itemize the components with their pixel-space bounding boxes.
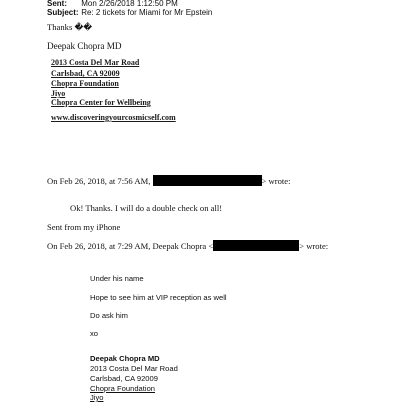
signature-org3-link[interactable]: Chopra Center for Wellbeing xyxy=(51,98,151,107)
quote2-signature-org2-link[interactable] xyxy=(90,393,104,403)
subject-value: Re: 2 tickets for Miami for Mr Epstein xyxy=(81,8,213,17)
sent-label: Sent: xyxy=(47,0,67,8)
subject-row xyxy=(47,8,212,17)
quote2-line3: Do ask him xyxy=(90,311,128,320)
quote2-line1: Under his name xyxy=(90,274,144,283)
quote2-wrote: > wrote: xyxy=(299,241,329,251)
quote2-signature-org1-text[interactable]: Chopra Foundation xyxy=(90,384,156,393)
quote1-header xyxy=(47,175,290,186)
quote2-signature-address1: 2013 Costa Del Mar Road xyxy=(90,364,178,373)
quote2-line4: xo xyxy=(90,329,99,338)
quote1-intro: On Feb 26, 2018, at 7:56 AM, xyxy=(47,176,151,186)
quote2-intro: On Feb 26, 2018, at 7:29 AM, Deepak Chopra < xyxy=(47,241,214,251)
thanks-line: Thanks �� xyxy=(47,22,93,32)
signature-org2-link[interactable]: Jiyo xyxy=(51,89,66,98)
signature-address1-link[interactable]: 2013 Costa Del Mar Road xyxy=(51,58,140,67)
signature-name: Deepak Chopra MD xyxy=(47,41,122,51)
redaction-bar xyxy=(153,175,262,186)
subject-label: Subject: xyxy=(47,8,79,17)
sent-row xyxy=(47,0,178,8)
quote1-sent-from: Sent from my iPhone xyxy=(47,222,121,232)
quote2-signature-address2: Carlsbad, CA 92009 xyxy=(90,374,158,383)
signature-org1-link[interactable]: Chopra Foundation xyxy=(51,79,119,88)
quote2-signature-org2-text[interactable]: Jiyo xyxy=(90,393,104,402)
signature-address2-link[interactable]: Carlsbad, CA 92009 xyxy=(51,69,120,78)
sent-value: Mon 2/26/2018 1:12:50 PM xyxy=(81,0,178,8)
quote2-signature-name: Deepak Chopra MD xyxy=(90,354,160,363)
quote2-header xyxy=(47,240,328,251)
quote2-line2: Hope to see him at VIP reception as well xyxy=(90,293,227,302)
quote1-wrote: > wrote: xyxy=(261,176,291,186)
quote1-message: Ok! Thanks. I will do a double check on all! xyxy=(70,203,223,213)
signature-website-link[interactable]: www.discoveringyourcosmicself.com xyxy=(51,113,176,122)
redaction-bar xyxy=(213,240,299,251)
